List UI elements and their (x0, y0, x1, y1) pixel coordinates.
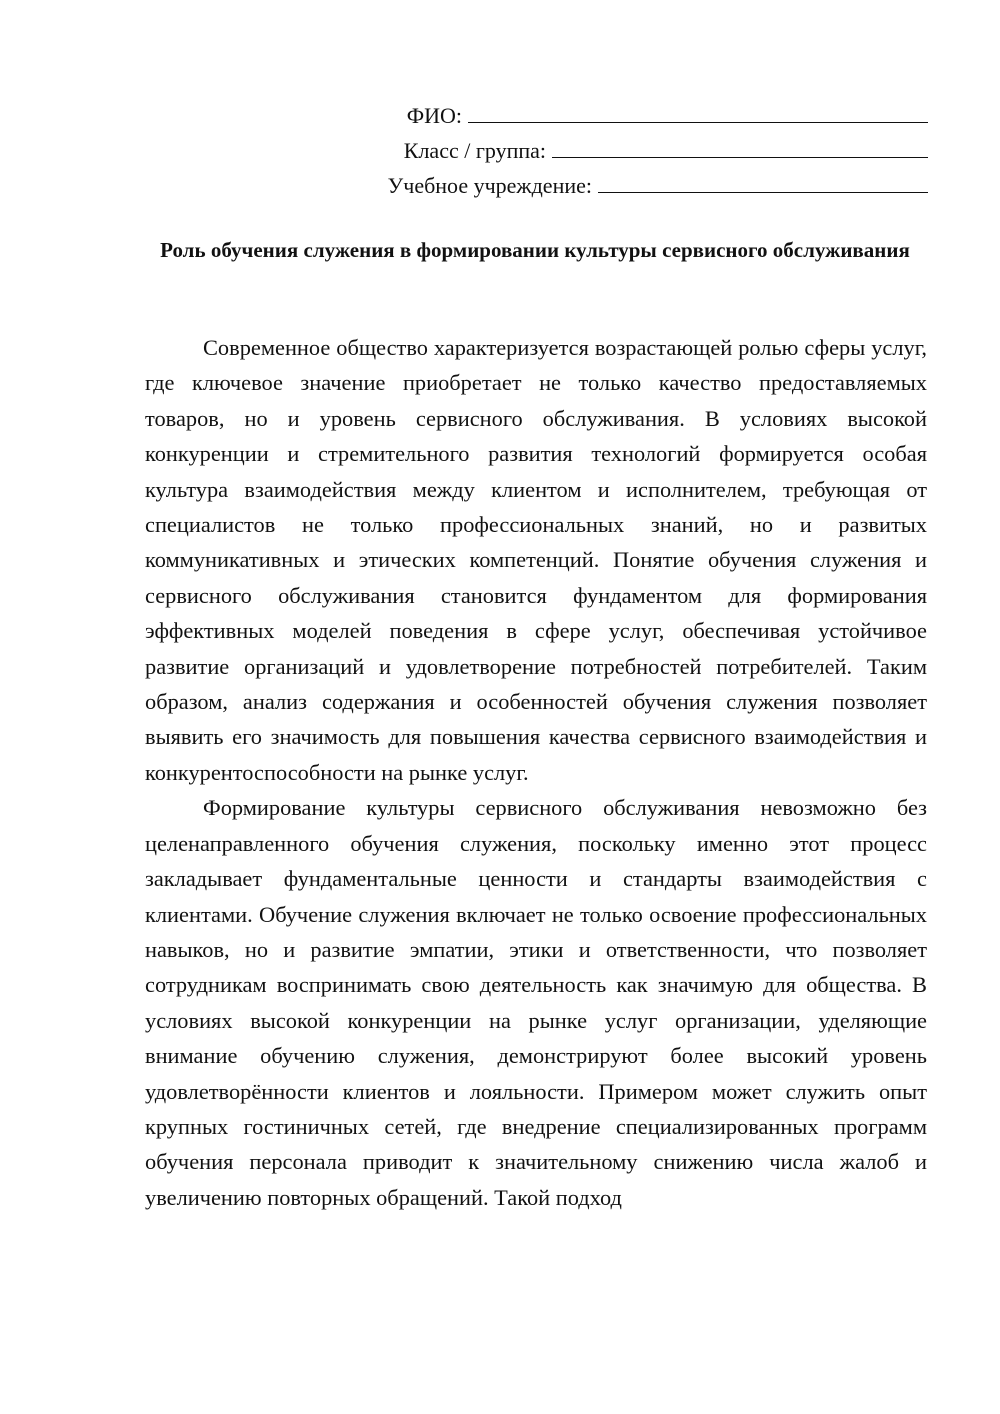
class-blank-line (552, 157, 928, 158)
paragraph-2: Формирование культуры сервисного обслуживания невозможно без целенаправленного обучения служения, поскольку именно этот процесс закладывает фундаментальные ценности и стандарты взаимодействия с клиентами. Обучение служения включает не только освоение профессиональных навыков, но и развитие эмпатии, этики и ответственности, что позволяет сотрудникам воспринимать свою деятельность как значимую для общества. В условиях высокой конкуренции на рынке услуг организации, уделяющие внимание обучению служения, демонстрируют более высокий уровень удовлетворённости клиентов и лояльности. Примером может служить опыт крупных гостиничных сетей, где внедрение специализированных программ обучения персонала приводит к значительному снижению числа жалоб и увеличению повторных обращений. Такой подход (145, 795, 927, 1210)
document-title: Роль обучения служения в формировании культуры сервисного обслуживания (160, 238, 910, 262)
fio-blank-line (468, 122, 928, 123)
school-blank-line (598, 192, 928, 193)
paragraph-1: Современное общество характеризуется возрастающей ролью сферы услуг, где ключевое значение приобретает не только качество предоставляемых товаров, но и уровень сервисного обслуживания. В условиях высокой конкуренции и стремительного развития технологий формируется особая культура взаимодействия между клиентом и исполнителем, требующая от специалистов не только профессиональных знаний, но и развитых коммуникативных и этических компетенций. Понятие обучения служения и сервисного обслуживания становится фундаментом для формирования эффективных моделей поведения в сфере услуг, обеспечивая устойчивое развитие организаций и удовлетворение потребностей потребителей. Таким образом, анализ содержания и особенностей обучения служения позволяет выявить его значимость для повышения качества сервисного взаимодействия и конкурентоспособности на рынке услуг. (145, 335, 927, 785)
school-row (328, 164, 928, 199)
document-body (145, 330, 927, 1215)
school-label: Учебное учреждение: (387, 173, 592, 198)
class-row (328, 129, 928, 164)
class-label: Класс / группа: (403, 138, 546, 163)
fio-label: ФИО: (406, 103, 462, 128)
fio-row (328, 94, 928, 129)
student-info-form (328, 94, 928, 199)
